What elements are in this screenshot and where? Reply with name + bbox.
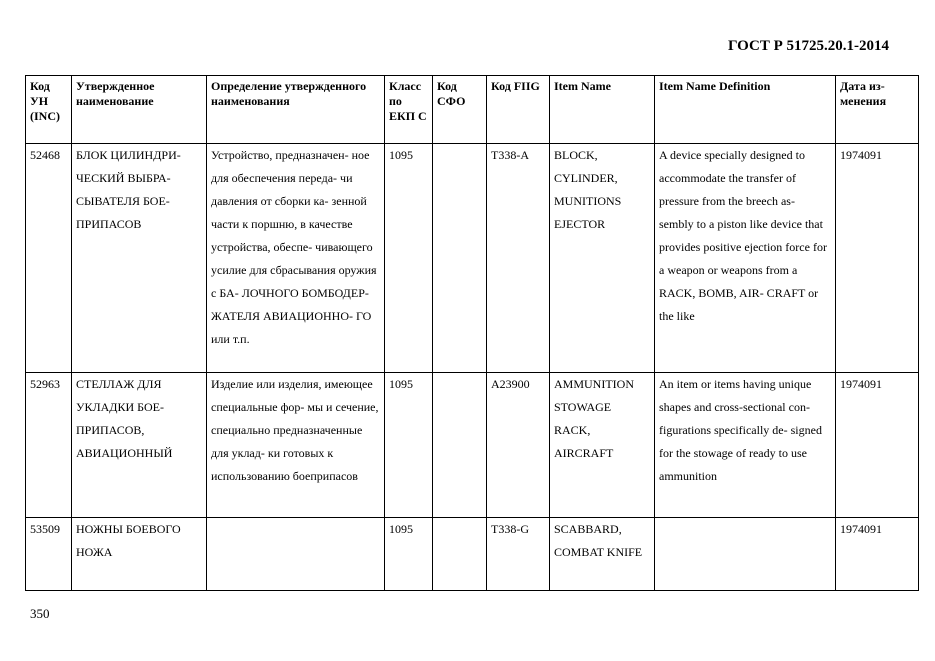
cell-class: 1095 [385,518,433,591]
cell-definition [207,518,385,591]
cell-inc: 52468 [26,144,72,373]
cell-sfo [433,518,487,591]
cell-inc: 52963 [26,373,72,518]
cell-change-date: 1974091 [836,144,919,373]
cell-item-name: SCABBARD, COMBAT KNIFE [550,518,655,591]
cell-approved-name: СТЕЛЛАЖ ДЛЯ УКЛАДКИ БОЕ- ПРИПАСОВ, АВИАЦИОННЫЙ [72,373,207,518]
cell-fiig: A23900 [487,373,550,518]
cell-class: 1095 [385,373,433,518]
cell-fiig: T338-G [487,518,550,591]
column-header-change-date: Дата из- менения [836,76,919,144]
cell-sfo [433,144,487,373]
cell-item-name-definition: A device specially designed to accommodate the transfer of pressure from the breech as- sembly to a piston like device that provides positive ejection force for a weapon or weapons from a RACK, BOMB, AIR- CRAFT or the like [655,144,836,373]
cell-approved-name: БЛОК ЦИЛИНДРИ- ЧЕСКИЙ ВЫБРА- СЫВАТЕЛЯ БОЕ- ПРИПАСОВ [72,144,207,373]
table-row [26,373,919,518]
cell-item-name-definition: An item or items having unique shapes and cross-sectional con- figurations specifically de- signed for the stowage of ready to use ammunition [655,373,836,518]
column-header-class: Класс по ЕКП С [385,76,433,144]
column-header-inc: Код УН (INC) [26,76,72,144]
cell-definition: Устройство, предназначен- ное для обеспечения переда- чи давления от сборки ка- зенной части к поршню, в качестве устройства, обеспе- чивающего усилие для сбрасывания оружия с БА- ЛОЧНОГО БОМБОДЕР- ЖАТЕЛЯ АВИАЦИОННО- ГО или т.п. [207,144,385,373]
column-header-sfo: Код СФО [433,76,487,144]
cell-approved-name: НОЖНЫ БОЕВОГО НОЖА [72,518,207,591]
page-number: 350 [30,606,50,621]
classification-table [25,75,919,591]
column-header-fiig: Код FIIG [487,76,550,144]
column-header-item-name-definition: Item Name Definition [655,76,836,144]
cell-change-date: 1974091 [836,373,919,518]
table-row [26,144,919,373]
cell-item-name: AMMUNITION STOWAGE RACK, AIRCRAFT [550,373,655,518]
column-header-definition: Определение утвержденного наименования [207,76,385,144]
column-header-item-name: Item Name [550,76,655,144]
document-standard-number: ГОСТ Р 51725.20.1-2014 [727,38,889,54]
cell-fiig: T338-A [487,144,550,373]
cell-item-name: BLOCK, CYLINDER, MUNITIONS EJECTOR [550,144,655,373]
cell-inc: 53509 [26,518,72,591]
table-header-row [26,76,919,144]
table-row [26,518,919,591]
cell-class: 1095 [385,144,433,373]
cell-sfo [433,373,487,518]
cell-item-name-definition [655,518,836,591]
cell-definition: Изделие или изделия, имеющее специальные фор- мы и сечение, специально предназначенные для уклад- ки готовых к использованию боеприпасов [207,373,385,518]
cell-change-date: 1974091 [836,518,919,591]
column-header-approved-name: Утвержденное наименование [72,76,207,144]
